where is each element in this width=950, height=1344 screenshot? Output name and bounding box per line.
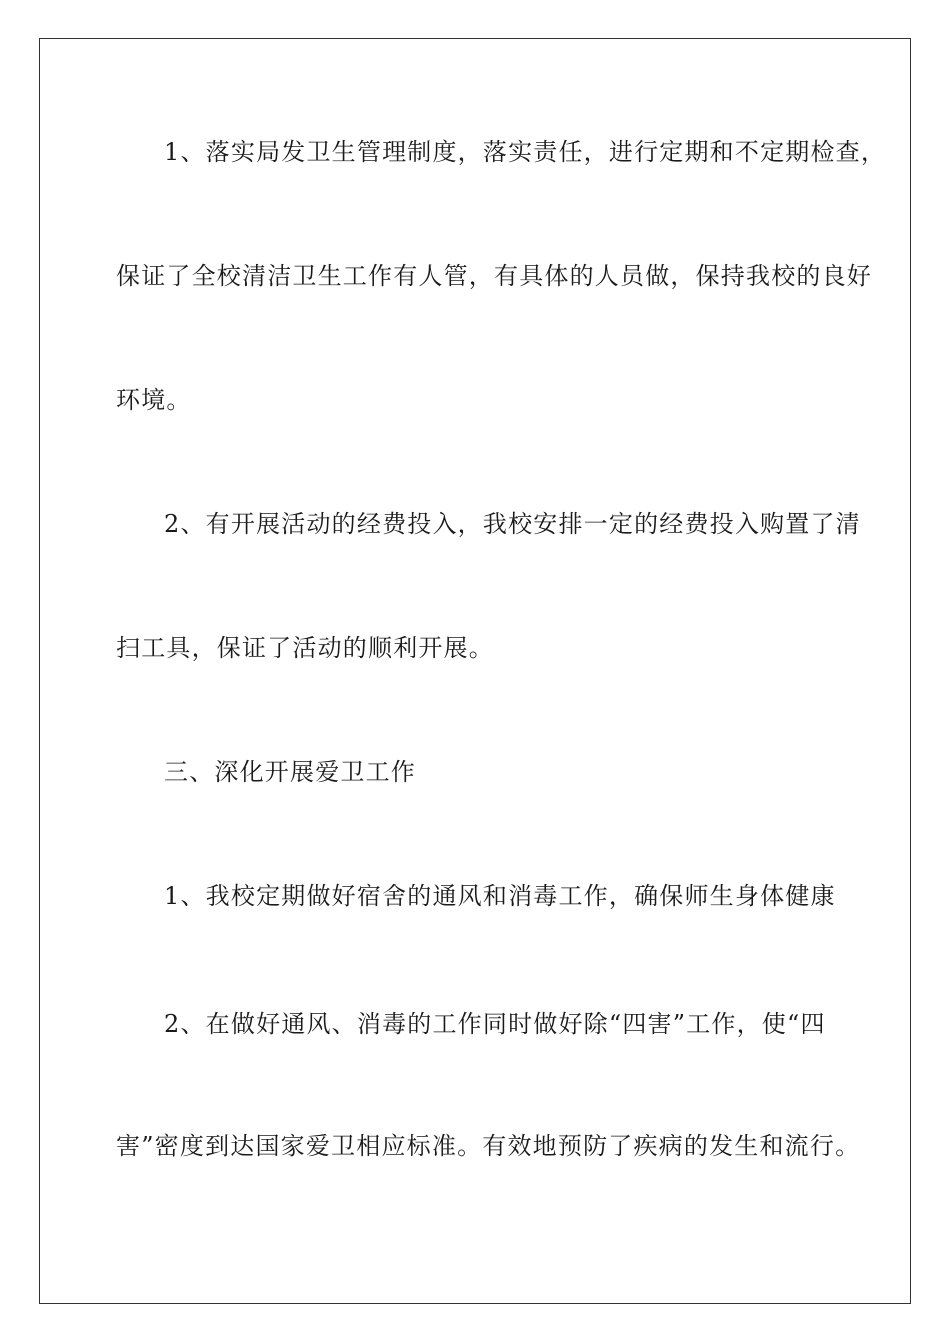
page-border-frame	[39, 38, 911, 1304]
paragraph-4-line-1: 2、在做好通风、消毒的工作同时做好除“四害”工作，使“四	[164, 1010, 826, 1038]
paragraph-3-line-1: 1、我校定期做好宿舍的通风和消毒工作，确保师生身体健康	[164, 882, 836, 910]
paragraph-2-line-2: 扫工具，保证了活动的顺利开展。	[116, 634, 494, 662]
paragraph-2-line-1: 2、有开展活动的经费投入，我校安排一定的经费投入购置了清	[164, 510, 861, 538]
section-heading: 三、深化开展爱卫工作	[164, 758, 416, 786]
paragraph-1-line-3: 环境。	[116, 386, 192, 414]
paragraph-1-line-1: 1、落实局发卫生管理制度，落实责任，进行定期和不定期检查，	[164, 138, 887, 166]
paragraph-4-line-2: 害”密度到达国家爱卫相应标准。有效地预防了疾病的发生和流行。	[116, 1132, 861, 1160]
paragraph-1-line-2: 保证了全校清洁卫生工作有人管，有具体的人员做，保持我校的良好	[116, 262, 872, 290]
